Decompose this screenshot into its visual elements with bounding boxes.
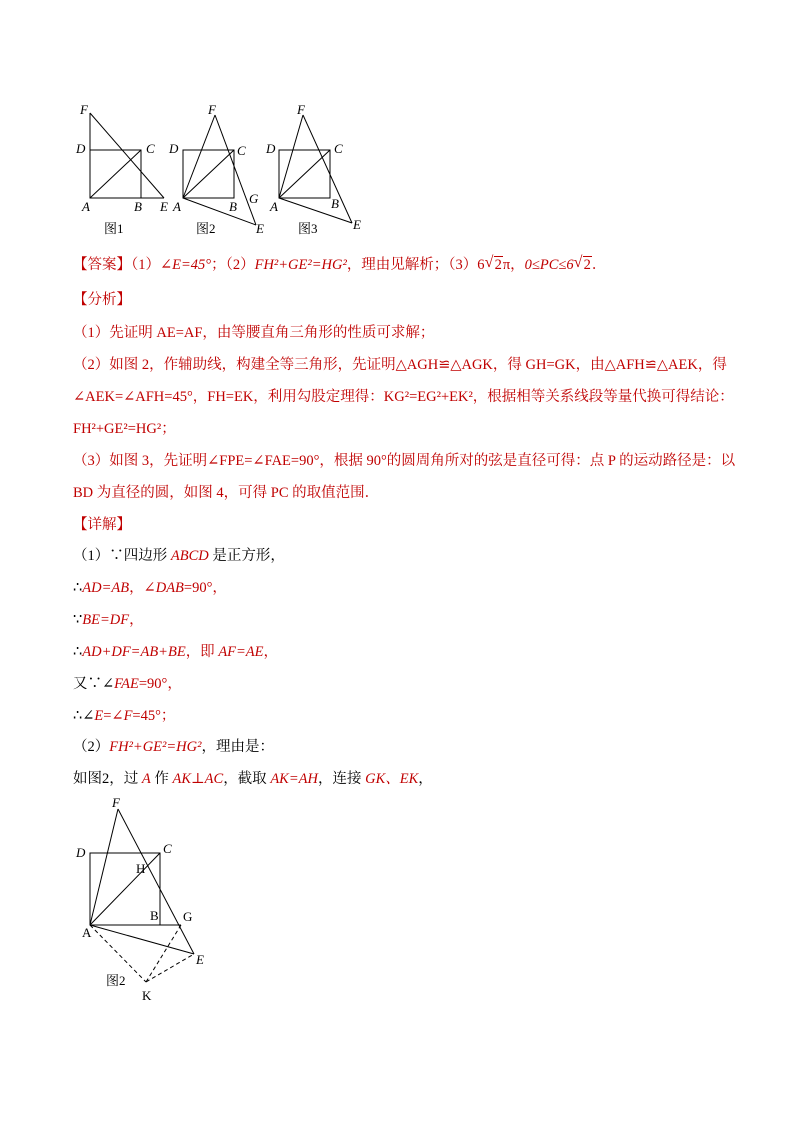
answer-part1: （1） — [131, 257, 160, 273]
fig1-label-E: E — [160, 199, 168, 214]
detail-line-1: （1）∵四边形 ABCD 是正方形， — [73, 548, 285, 564]
fig1-label-B: B — [134, 199, 142, 214]
answer-tag: 【答案】 — [73, 257, 131, 273]
answer-sqrt: √ 2 — [484, 254, 502, 273]
answer-part2: ；（2） — [211, 257, 255, 273]
fig1-label-C: C — [146, 141, 155, 156]
detail-line-7: （2）FH²+GE²=HG²，理由是： — [73, 739, 274, 755]
analysis-line-3: ∠AEK=∠AFH=45°，FH=EK，利用勾股定理得：KG²=EG²+EK²，根据相等关系线段等量代换可得结论： — [73, 389, 734, 405]
answer-part1-math: ∠E=45° — [160, 257, 212, 273]
analysis-line-6: BD 为直径的圆，如图 4，可得 PC 的取值范围． — [73, 485, 380, 501]
fig2-label-F: F — [208, 102, 216, 117]
detail-line-3: ∵BE=DF， — [73, 612, 144, 628]
bottom-label-D: D — [76, 845, 86, 860]
fig2-label-C: C — [237, 143, 246, 158]
bottom-label-E: E — [196, 952, 204, 967]
analysis-line-5: （3）如图 3，先证明∠FPE=∠FAE=90°，根据 90°的圆周角所对的弦是直径可得：点 P 的运动路径是：以 — [73, 453, 736, 469]
bottom-label-C: C — [163, 841, 172, 856]
fig3-label-A: A — [270, 199, 278, 214]
fig1-caption: 图1 — [104, 221, 124, 236]
detail-line-8: 如图2，过 A 作 AK⊥AC，截取 AK=AH，连接 GK、EK， — [73, 771, 433, 787]
fig1-label-F: F — [80, 102, 88, 117]
analysis-line-2: （2）如图 2，作辅助线，构建全等三角形，先证明△AGH≌△AGK，得 GH=GK，由△AFH≌△AEK，得 — [73, 357, 727, 373]
fig2-label-B: B — [229, 199, 237, 214]
analysis-line-1: （1）先证明 AE=AF，由等腰直角三角形的性质可求解； — [73, 325, 435, 341]
answer-end: ． — [591, 257, 607, 273]
analysis-tag: 【分析】 — [73, 292, 131, 308]
fig3-label-F: F — [297, 102, 305, 117]
fig2-label-E: E — [256, 221, 264, 236]
top-figures — [70, 95, 380, 245]
fig2-label-D: D — [169, 141, 179, 156]
bottom-label-A: A — [82, 925, 92, 940]
fig2-label-A: A — [173, 199, 181, 214]
answer-part2-math: FH²+GE²=HG² — [254, 257, 347, 273]
fig2-caption: 图2 — [196, 221, 216, 236]
bottom-caption: 图2 — [106, 973, 126, 988]
fig1-label-A: A — [82, 199, 90, 214]
answer-line — [73, 255, 606, 275]
fig3-label-E: E — [353, 217, 361, 232]
detail-line-5: 又∵∠FAE=90°， — [73, 676, 182, 692]
answer-sqrt-2: √ 2 — [573, 254, 591, 273]
fig3-label-B: B — [331, 196, 339, 211]
fig3-label-D: D — [266, 141, 276, 156]
analysis-line-4: FH²+GE²=HG²； — [73, 421, 176, 437]
fig1-label-D: D — [76, 141, 86, 156]
answer-pi: π， — [502, 257, 525, 273]
fig3-label-C: C — [334, 141, 343, 156]
detail-tag: 【详解】 — [73, 517, 131, 533]
bottom-label-K: K — [142, 988, 152, 1003]
bottom-label-G: G — [183, 909, 193, 924]
detail-line-2: ∴AD=AB，∠DAB=90°， — [73, 580, 227, 596]
bottom-figure — [70, 795, 230, 1010]
answer-part2-tail: ，理由见解析；（3）6 — [346, 257, 485, 273]
fig2-label-G: G — [249, 191, 259, 206]
bottom-label-F: F — [112, 795, 120, 810]
detail-line-4: ∴AD+DF=AB+BE，即 AF=AE， — [73, 644, 279, 660]
answer-range: 0≤PC≤6 — [524, 257, 574, 273]
detail-line-6: ∴∠E=∠F=45°； — [73, 708, 176, 724]
fig3-caption: 图3 — [298, 221, 318, 236]
bottom-label-B: B — [150, 908, 159, 923]
bottom-label-H: H — [136, 861, 146, 876]
